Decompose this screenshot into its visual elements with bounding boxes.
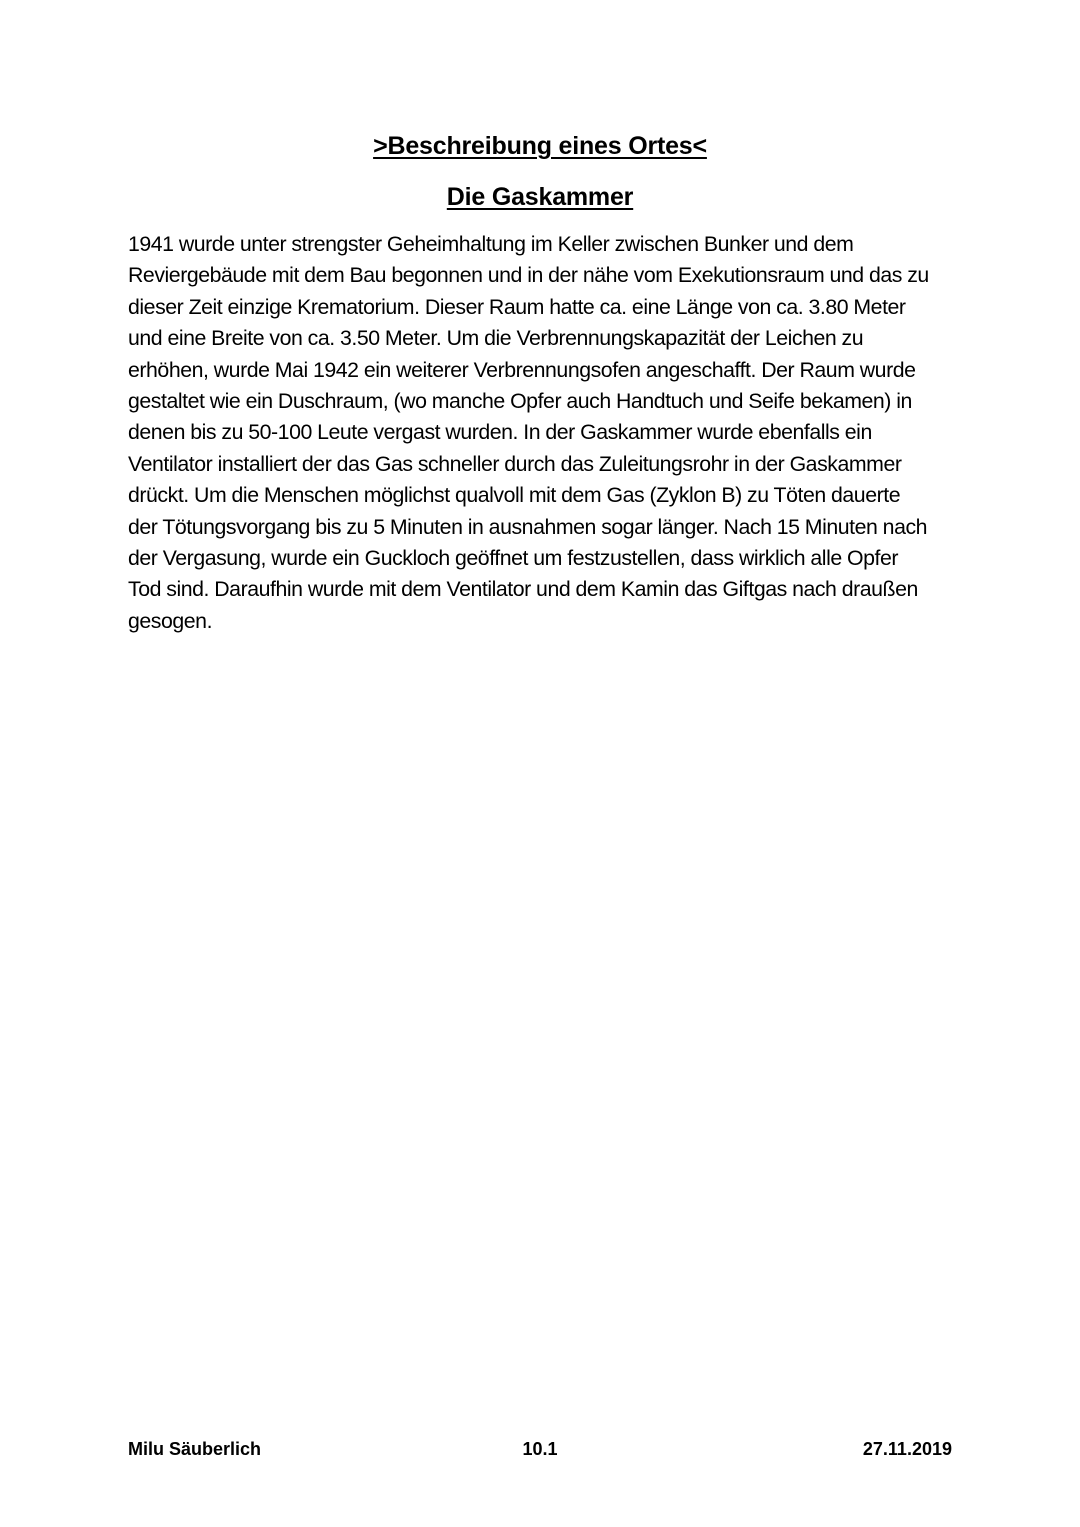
footer-author: Milu Säuberlich [128, 1439, 262, 1459]
footer-class: 10.1 [522, 1439, 558, 1459]
body-line: dieser Zeit einzige Krematorium. Dieser Raum hatte ca. eine Länge von ca. 3.80 Meter [128, 294, 906, 319]
body-line: erhöhen, wurde Mai 1942 ein weiterer Verbrennungsofen angeschafft. Der Raum wurde [128, 357, 916, 382]
body-line: drückt. Um die Menschen möglichst qualvoll mit dem Gas (Zyklon B) zu Töten dauerte [128, 483, 901, 508]
body-line: gestaltet wie ein Duschraum, (wo manche Opfer auch Handtuch und Seife bekamen) in [128, 389, 912, 414]
body-line: Ventilator installiert der das Gas schneller durch das Zuleitungsrohr in der Gaskammer [128, 451, 902, 476]
body-line: und eine Breite von ca. 3.50 Meter. Um die Verbrennungskapazität der Leichen zu [128, 326, 864, 351]
body-line: denen bis zu 50-100 Leute vergast wurden. In der Gaskammer wurde ebenfalls ein [128, 420, 872, 445]
body-paragraph [128, 229, 964, 637]
body-line: der Vergasung, wurde ein Guckloch geöffnet um festzustellen, dass wirklich alle Opfer [128, 546, 899, 571]
body-line: der Tötungsvorgang bis zu 5 Minuten in ausnahmen sogar länger. Nach 15 Minuten nach [128, 514, 928, 539]
footer-date: 27.11.2019 [862, 1439, 952, 1459]
body-line: Reviergebäude mit dem Bau begonnen und in der nähe vom Exekutionsraum und das zu [128, 263, 929, 288]
document-title: >Beschreibung eines Ortes< [373, 132, 707, 160]
document-subtitle: Die Gaskammer [446, 183, 634, 211]
body-line: Tod sind. Daraufhin wurde mit dem Ventilator und dem Kamin das Giftgas nach draußen [128, 577, 918, 602]
body-line: gesogen. [128, 608, 213, 633]
body-line: 1941 wurde unter strengster Geheimhaltung im Keller zwischen Bunker und dem [128, 232, 854, 256]
